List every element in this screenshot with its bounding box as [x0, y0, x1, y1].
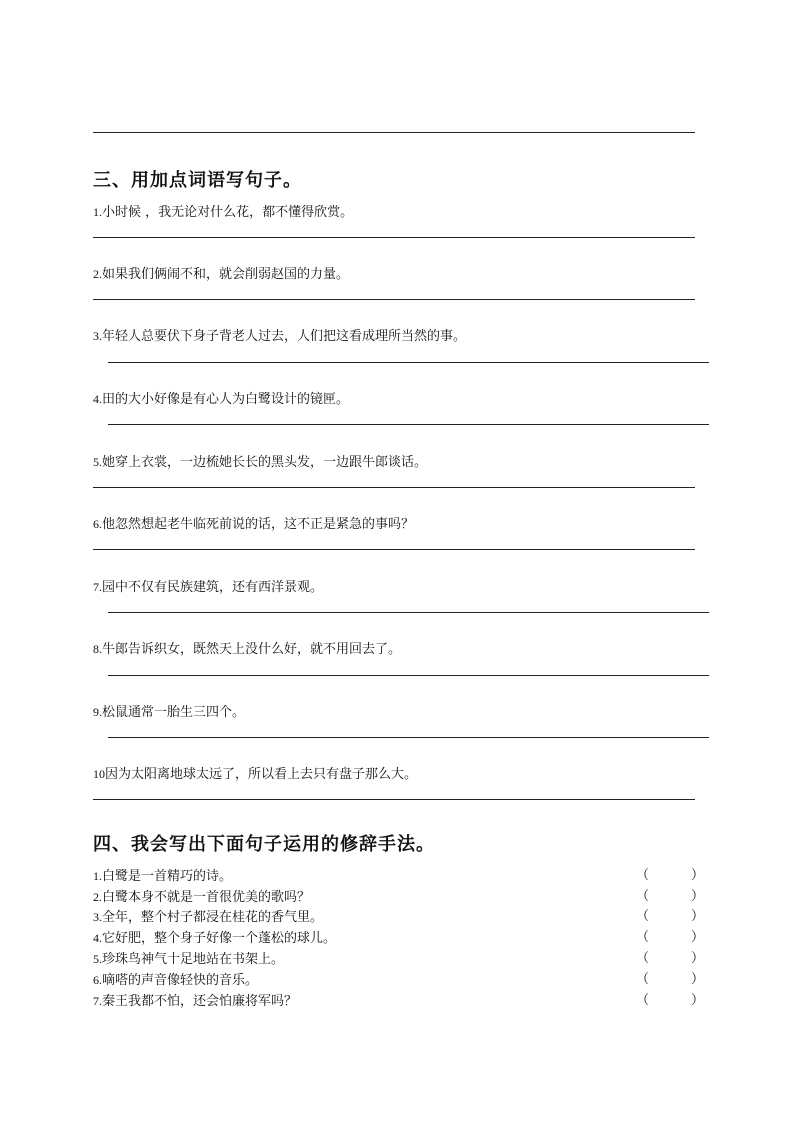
answer-parens-1[interactable] [636, 868, 704, 884]
section-3-heading: 三、用加点词语写句子。 [93, 170, 302, 191]
item-text: 秦王我都不怕，还会怕廉将军吗？ [102, 994, 298, 1009]
open-paren: （ [636, 868, 650, 883]
item-number: 10 [93, 767, 105, 781]
item-text: 全年，整个村子都浸在桂花的香气里。 [102, 910, 324, 925]
item-text: 年轻人总要伏下身子背老人过去，人们把这看成理所当然的事。 [102, 329, 467, 344]
close-paren: ） [690, 951, 704, 966]
section-3-item-2 [93, 265, 349, 284]
item-number: 5. [93, 455, 102, 469]
answer-line-top[interactable] [93, 132, 695, 133]
open-paren: （ [636, 909, 650, 924]
answer-parens-4[interactable] [636, 930, 704, 946]
open-paren: （ [636, 972, 650, 987]
answer-parens-3[interactable] [636, 909, 704, 925]
section-3-item-8 [93, 640, 401, 659]
section-3-item-7 [93, 578, 323, 597]
item-text: 田的大小好像是有心人为白鹭设计的镜匣。 [102, 392, 350, 407]
item-number: 2. [93, 267, 102, 281]
item-number: 8. [93, 642, 102, 656]
item-number: 6. [93, 973, 102, 987]
item-number: 6. [93, 517, 102, 531]
section-4-item-6 [93, 972, 258, 989]
item-text: 园中不仅有民族建筑，还有西洋景观。 [102, 580, 324, 595]
section-4-item-7 [93, 993, 297, 1010]
section-4-item-2 [93, 889, 310, 906]
item-number: 5. [93, 952, 102, 966]
close-paren: ） [690, 868, 704, 883]
answer-line-2[interactable] [93, 299, 695, 300]
item-text: 如果我们俩闹不和，就会削弱赵国的力量。 [102, 267, 350, 282]
item-text: 白鹭本身不就是一首很优美的歌吗？ [102, 890, 311, 905]
answer-line-3[interactable] [108, 362, 709, 363]
answer-line-7[interactable] [108, 612, 709, 613]
item-number: 4. [93, 931, 102, 945]
item-number: 9. [93, 705, 102, 719]
item-text: 白鹭是一首精巧的诗。 [102, 869, 233, 884]
answer-line-9[interactable] [108, 737, 709, 738]
section-4-item-5 [93, 951, 284, 968]
open-paren: （ [636, 930, 650, 945]
answer-line-10[interactable] [93, 799, 695, 800]
item-number: 3. [93, 910, 102, 924]
section-3-item-5 [93, 453, 427, 472]
item-text: 他忽然想起老牛临死前说的话，这不正是紧急的事吗？ [102, 517, 415, 532]
answer-line-4[interactable] [108, 424, 709, 425]
item-number: 7. [93, 580, 102, 594]
item-text: 小时候 ，我无论对什么花，都不懂得欣赏。 [102, 205, 354, 220]
item-text: 她穿上衣裳，一边梳她长长的黑头发，一边跟牛郎谈话。 [102, 455, 428, 470]
section-3-item-9 [93, 703, 245, 722]
item-text: 嘀嗒的声音像轻快的音乐。 [102, 973, 259, 988]
section-4-item-3 [93, 909, 323, 926]
open-paren: （ [636, 889, 650, 904]
open-paren: （ [636, 951, 650, 966]
item-text: 牛郎告诉织女，既然天上没什么好，就不用回去了。 [102, 642, 402, 657]
item-number: 3. [93, 329, 102, 343]
answer-line-5[interactable] [93, 487, 695, 488]
item-text: 松鼠通常一胎生三四个。 [102, 705, 246, 720]
section-3-item-6 [93, 515, 414, 534]
section-3-item-4 [93, 390, 349, 409]
answer-parens-2[interactable] [636, 889, 704, 905]
item-number: 7. [93, 994, 102, 1008]
answer-line-1[interactable] [93, 237, 695, 238]
close-paren: ） [690, 972, 704, 987]
item-text: 因为太阳离地球太远了，所以看上去只有盘子那么大。 [105, 767, 418, 782]
item-number: 4. [93, 392, 102, 406]
section-4-heading: 四、我会写出下面句子运用的修辞手法。 [93, 834, 435, 855]
answer-line-6[interactable] [93, 549, 695, 550]
section-3-item-1 [93, 203, 353, 222]
section-3-item-3 [93, 327, 466, 346]
close-paren: ） [690, 909, 704, 924]
section-3-item-10 [93, 765, 417, 784]
open-paren: （ [636, 993, 650, 1008]
item-number: 1. [93, 869, 102, 883]
close-paren: ） [690, 930, 704, 945]
answer-parens-6[interactable] [636, 972, 704, 988]
section-4-item-1 [93, 868, 232, 885]
close-paren: ） [690, 889, 704, 904]
close-paren: ） [690, 993, 704, 1008]
answer-line-8[interactable] [108, 675, 709, 676]
item-text: 它好肥，整个身子好像一个蓬松的球儿。 [102, 931, 337, 946]
item-number: 2. [93, 890, 102, 904]
item-text: 珍珠鸟神气十足地站在书架上。 [102, 952, 285, 967]
item-number: 1. [93, 205, 102, 219]
section-4-item-4 [93, 930, 336, 947]
answer-parens-5[interactable] [636, 951, 704, 967]
answer-parens-7[interactable] [636, 993, 704, 1009]
